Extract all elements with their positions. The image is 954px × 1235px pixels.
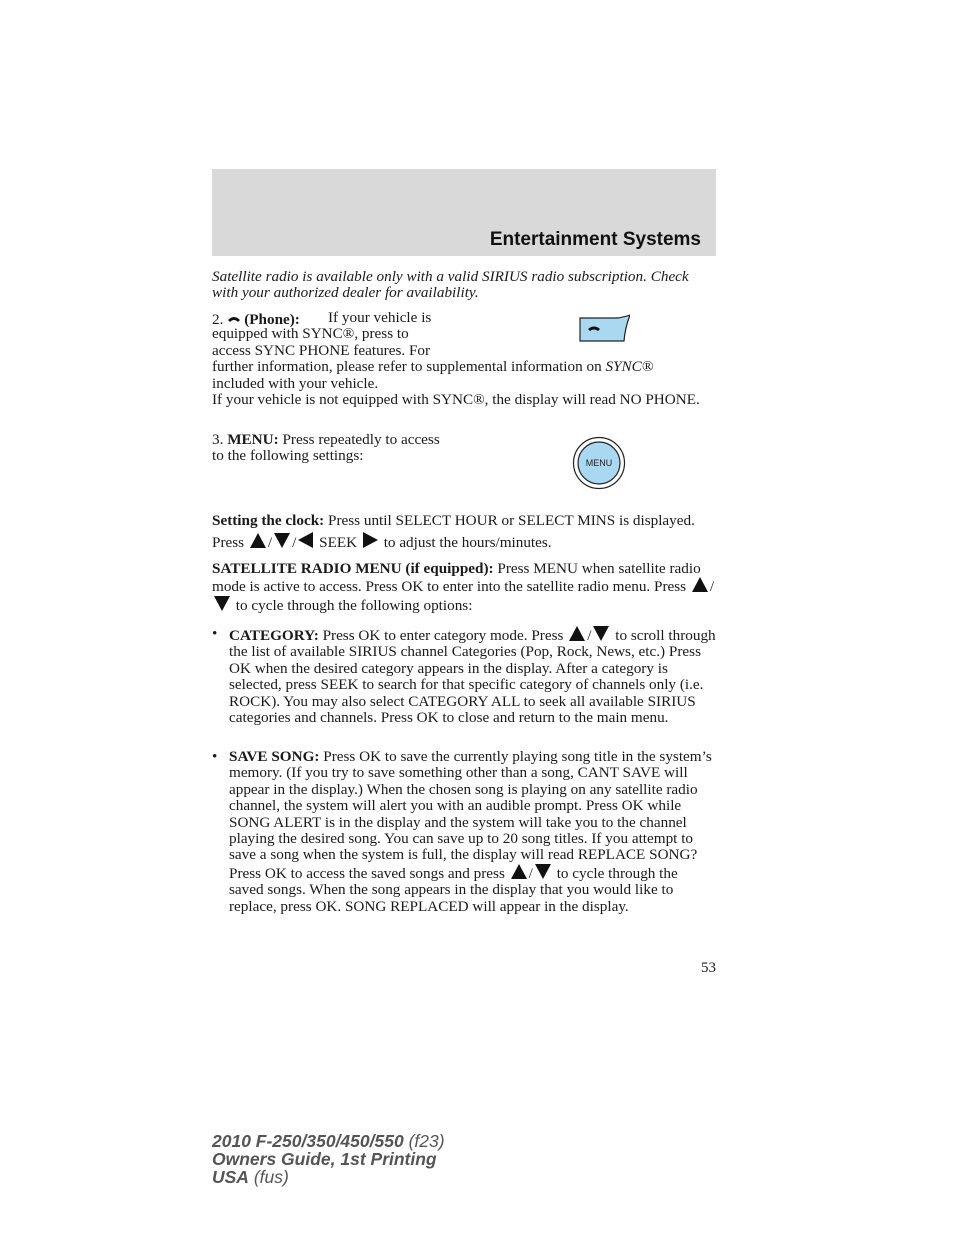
down-arrow-icon xyxy=(214,596,230,611)
category-text-end: to scroll through the list of available SIRIUS channel Categories (Pop, Rock, News, etc.) Press OK when the desired category appears in the display. After a category is selected, press SEEK to search for that specific category of channels only (i.e. ROCK). You may also select CATEGORY ALL to seek all available SIRIUS categories and channels. Press OK to close and return to the main menu. xyxy=(229,627,716,727)
sat-menu-text: Press MENU when satellite radio mode is active to access. Press OK to enter into the satellite radio menu. Press xyxy=(212,560,701,596)
save-song-bullet xyxy=(212,749,716,915)
category-text: Press OK to enter category mode. Press xyxy=(322,627,564,644)
menu-button-icon xyxy=(572,436,626,490)
footer-line3 xyxy=(212,1168,445,1186)
clock-text-end: to adjust the hours/minutes. xyxy=(383,534,552,551)
up-arrow-icon xyxy=(692,577,708,592)
phone-line5: included with your vehicle. xyxy=(212,374,379,392)
item-number: 2. xyxy=(212,310,224,328)
menu-label: MENU: xyxy=(227,431,279,448)
down-arrow-icon xyxy=(535,864,551,879)
slash: / xyxy=(587,627,592,644)
page-number: 53 xyxy=(701,960,716,976)
phone-not-equipped-text: If your vehicle is not equipped with SYNC®, the display will read NO PHONE. xyxy=(212,391,700,409)
sync-reference: SYNC® xyxy=(605,358,654,376)
intro-text: Satellite radio is available only with a valid SIRIUS radio subscription. Check with your authorized dealer for availability. xyxy=(212,268,689,302)
menu-button-label: MENU xyxy=(585,458,613,468)
footer-line1 xyxy=(212,1132,445,1150)
slash: / xyxy=(292,534,297,551)
sat-menu-text-end: to cycle through the following options: xyxy=(235,596,473,614)
clock-text: Press until SELECT HOUR or SELECT MINS is displayed. Press xyxy=(212,512,695,551)
phone-line1: If your vehicle is xyxy=(328,309,432,326)
sat-menu-paragraph xyxy=(212,561,716,614)
up-arrow-icon xyxy=(250,533,266,548)
left-arrow-icon xyxy=(298,532,313,548)
sat-menu-label: SATELLITE RADIO MENU (if equipped): xyxy=(212,560,494,577)
footer-line2 xyxy=(212,1150,445,1168)
slash: / xyxy=(528,864,533,882)
right-arrow-icon xyxy=(363,532,378,548)
phone-text-block xyxy=(212,310,716,408)
phone-line2: equipped with SYNC®, press to xyxy=(212,325,409,343)
section-header xyxy=(212,169,716,256)
footer-region-code: (fus) xyxy=(253,1167,289,1187)
footer-model: 2010 F-250/350/450/550 xyxy=(212,1131,404,1151)
menu-text: Press repeatedly to access to the following settings: xyxy=(212,431,440,465)
seek-label: SEEK xyxy=(319,534,358,551)
footer-guide: Owners Guide, 1st Printing xyxy=(212,1149,437,1169)
menu-paragraph xyxy=(212,432,452,465)
footer-model-code: (f23) xyxy=(408,1131,445,1151)
down-arrow-icon xyxy=(593,626,609,641)
category-bullet xyxy=(212,626,716,726)
clock-paragraph xyxy=(212,510,716,554)
up-arrow-icon xyxy=(569,626,585,641)
save-song-label: SAVE SONG: xyxy=(229,748,320,765)
clock-label: Setting the clock: xyxy=(212,512,325,529)
save-song-text-end: to cycle through the saved songs. When the song appears in the display that you would like to replace, press OK. SONG REPLACED will appear in the display. xyxy=(229,864,678,915)
bullet-dot: • xyxy=(212,625,218,642)
main-content xyxy=(212,268,716,915)
save-song-text: Press OK to save the currently playing song title in the system’s memory. (If you try to save something other than a song, CANT SAVE will appear in the display.) When the chosen song is playing on any satellite radio channel, the system will alert you with an audible prompt. Press OK while SONG ALERT is in the display and the system will take you to the channel playing the desired song. You can save up to 20 song titles. If you attempt to save a song when the system is full, the display will read REPLACE SONG? Press OK to access the saved songs and press xyxy=(229,748,712,882)
bullet-dot: • xyxy=(212,748,218,765)
category-label: CATEGORY: xyxy=(229,627,319,644)
footer xyxy=(212,1132,445,1186)
phone-line3: access SYNC PHONE features. For xyxy=(212,341,431,359)
slash: / xyxy=(267,534,273,551)
up-arrow-icon xyxy=(511,864,527,879)
footer-region: USA xyxy=(212,1167,249,1187)
item-number: 3. xyxy=(212,431,224,448)
phone-line4: further information, please refer to supplemental information on SYNC® xyxy=(212,358,654,376)
slash: / xyxy=(709,578,715,596)
section-title: Entertainment Systems xyxy=(489,229,701,250)
down-arrow-icon xyxy=(274,533,290,548)
phone-label: (Phone): xyxy=(244,310,300,328)
